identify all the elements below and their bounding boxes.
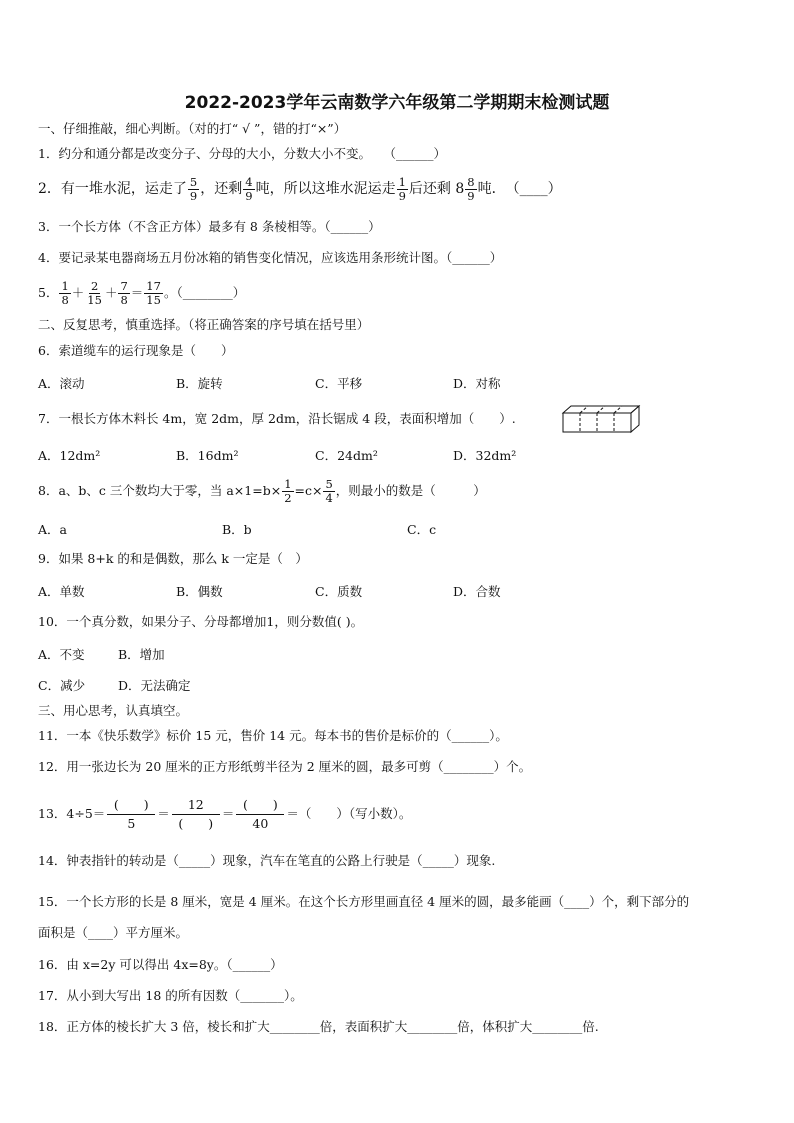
question-11: 11．一本《快乐数学》标价 15 元，售价 14 元。每本书的售价是标价的（______）。 <box>38 728 508 743</box>
q8-option-a: A．a <box>38 522 67 537</box>
question-6: 6．索道缆车的运行现象是（ ） <box>38 343 234 358</box>
question-7: 7．一根长方体木料长 4m，宽 2dm，厚 2dm，沿长锯成 4 段，表面积增加（ ）. <box>38 411 516 426</box>
question-13: 13．4÷5＝ $\frac{( )}{5}$ ＝ $\frac{12}{( )}$ ＝ $\frac{( )}{40}$ ＝（ ）（写小数）。 <box>38 797 412 831</box>
q8-option-c: C．c <box>407 522 437 537</box>
q10-option-a: A．不变 <box>38 647 85 662</box>
question-9: 9．如果 8+k 的和是偶数，那么 k 一定是（ ） <box>38 551 308 566</box>
q7-option-d: D．32dm² <box>453 448 517 463</box>
q9-option-a: A．单数 <box>38 584 85 599</box>
fraction: $\frac{8}{9}$ <box>467 174 475 203</box>
question-15-line-2: 面积是（____）平方厘米。 <box>38 925 189 940</box>
q10-option-c: C．减少 <box>38 678 86 693</box>
q10-option-d: D．无法确定 <box>118 678 191 693</box>
question-12: 12．用一张边长为 20 厘米的正方形纸剪半径为 2 厘米的圆，最多可剪（________）个。 <box>38 759 532 774</box>
fraction: $\frac{1}{2}$ <box>284 477 292 505</box>
q9-option-c: C．质数 <box>315 584 363 599</box>
fraction: $\frac{4}{9}$ <box>245 174 253 203</box>
q6-option-d: D．对称 <box>453 376 501 391</box>
question-4: 4．要记录某电器商场五月份冰箱的销售变化情况，应该选用条形统计图。（______） <box>38 250 503 265</box>
question-14: 14．钟表指针的转动是（_____）现象，汽车在笔直的公路上行驶是（_____）现象. <box>38 853 496 868</box>
q10-option-b: B．增加 <box>118 647 165 662</box>
fraction: $\frac{7}{8}$ <box>120 279 128 307</box>
fraction: $\frac{1}{8}$ <box>61 279 69 307</box>
q7-option-c: C．24dm² <box>315 448 378 463</box>
section-3-heading: 三、用心思考，认真填空。 <box>38 703 189 718</box>
q6-option-c: C．平移 <box>315 376 363 391</box>
fraction: $\frac{( )}{5}$ <box>107 796 155 833</box>
question-10: 10．一个真分数，如果分子、分母都增加1，则分数值( )。 <box>38 614 364 629</box>
question-2: 2．有一堆水泥，运走了 $\frac{5}{9}$ ，还剩 $\frac{4}{9}$ 吨，所以这堆水泥运走 $\frac{1}{9}$ 后还剩 8 $\frac{8}{9}$ 吨． （____） <box>38 174 562 203</box>
section-1-heading: 一、仔细推敲，细心判断。（对的打“ √ ”，错的打“×”） <box>38 121 347 136</box>
fraction: $\frac{12}{( )}$ <box>172 796 220 833</box>
question-8: 8．a、b、c 三个数均大于零，当 a×1=b× $\frac{1}{2}$ =c× $\frac{5}{4}$ ，则最小的数是（ ） <box>38 477 486 505</box>
q8-option-b: B．b <box>222 522 252 537</box>
fraction: $\frac{5}{4}$ <box>325 477 333 505</box>
wood-block-figure <box>560 403 644 435</box>
fraction: $\frac{2}{15}$ <box>87 279 102 307</box>
fraction: $\frac{5}{9}$ <box>189 174 198 203</box>
question-5: 5． $\frac{1}{8}$ ＋ $\frac{2}{15}$ ＋ $\frac{7}{8}$ ＝ $\frac{17}{15}$ 。（________） <box>38 279 246 307</box>
q7-option-a: A．12dm² <box>38 448 101 463</box>
page-title: 2022-2023学年云南数学六年级第二学期期末检测试题 <box>184 93 610 113</box>
q9-option-d: D．合数 <box>453 584 501 599</box>
question-1: 1．约分和通分都是改变分子、分母的大小，分数大小不变。 （______） <box>38 146 446 161</box>
section-2-heading: 二、反复思考，慎重选择。（将正确答案的序号填在括号里） <box>38 317 370 332</box>
question-3: 3．一个长方体（不含正方体）最多有 8 条棱相等。（______） <box>38 219 381 234</box>
question-18: 18．正方体的棱长扩大 3 倍，棱长和扩大________倍，表面积扩大________倍，体积扩大________倍. <box>38 1019 599 1034</box>
q6-option-b: B．旋转 <box>176 376 223 391</box>
question-17: 17．从小到大写出 18 的所有因数（_______）。 <box>38 988 303 1003</box>
question-16: 16．由 x=2y 可以得出 4x=8y。（______） <box>38 957 283 972</box>
question-15-line-1: 15．一个长方形的长是 8 厘米，宽是 4 厘米。在这个长方形里画直径 4 厘米的圆，最多能画（____）个，剩下部分的 <box>38 894 690 909</box>
fraction: $\frac{( )}{40}$ <box>236 796 284 833</box>
q9-option-b: B．偶数 <box>176 584 223 599</box>
q7-option-b: B．16dm² <box>176 448 239 463</box>
q6-option-a: A．滚动 <box>38 376 85 391</box>
fraction: $\frac{1}{9}$ <box>398 174 406 203</box>
fraction: $\frac{17}{15}$ <box>146 279 161 307</box>
